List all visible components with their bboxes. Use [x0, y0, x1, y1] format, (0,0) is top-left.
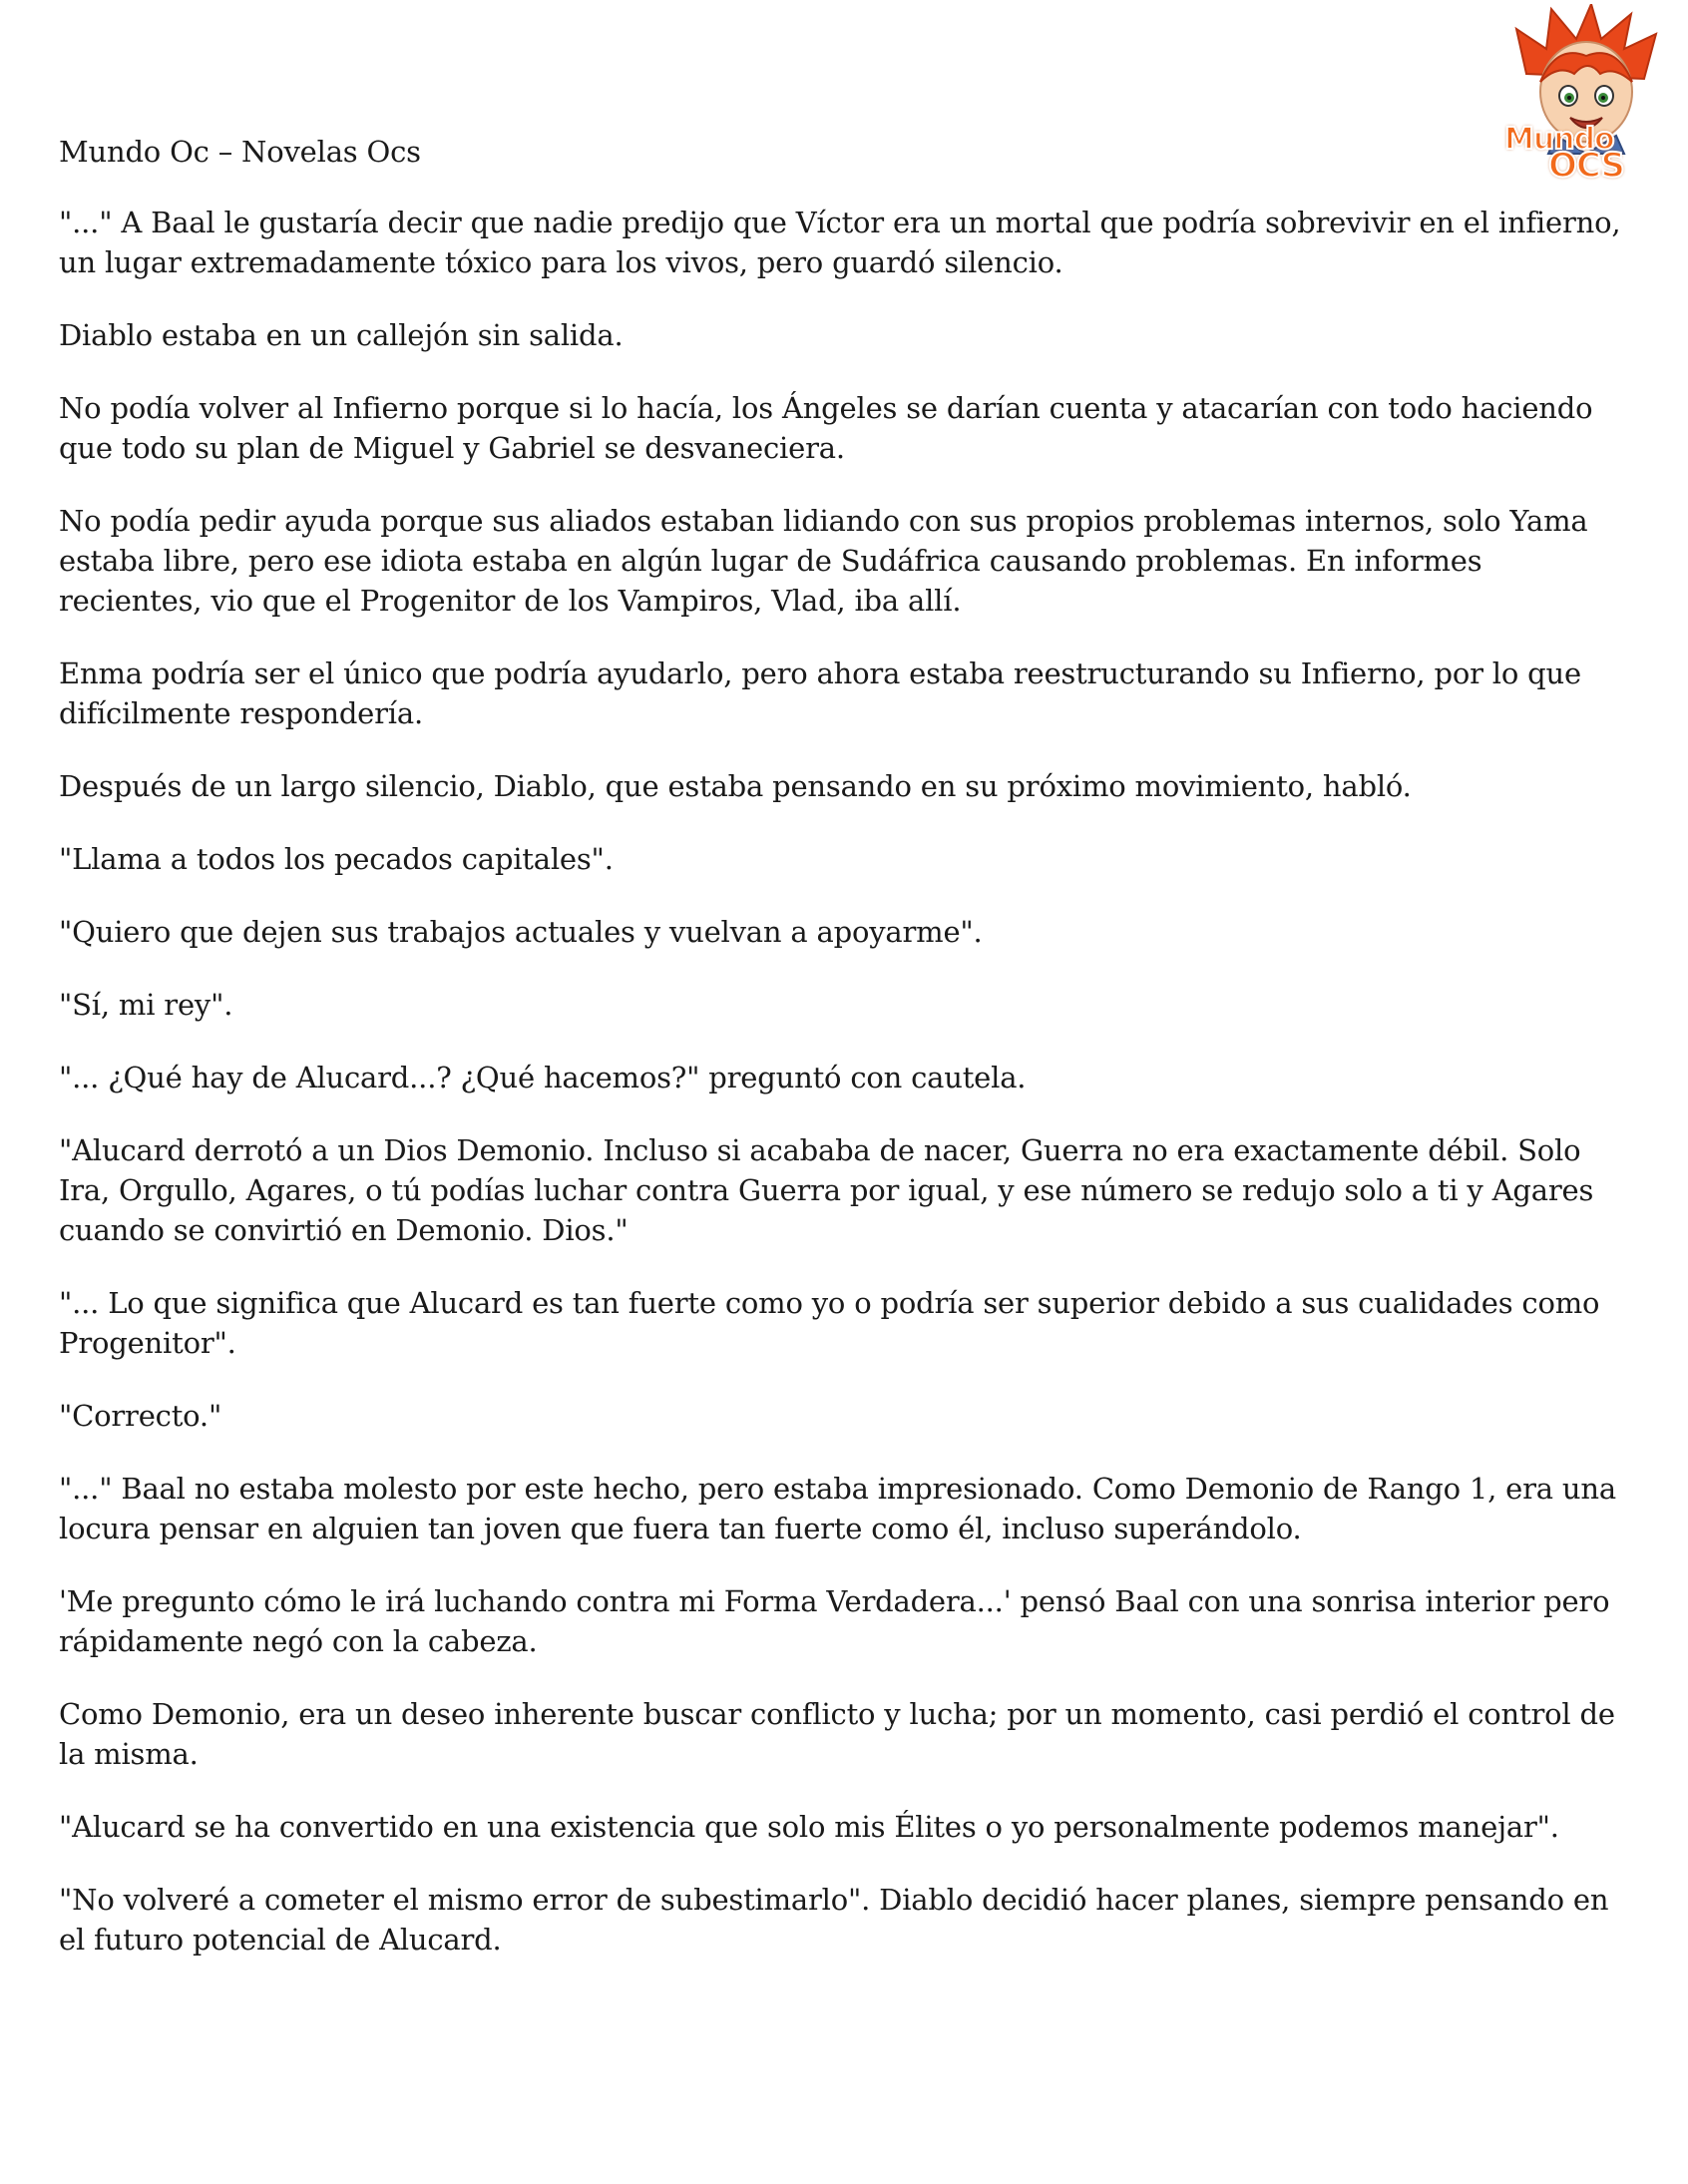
paragraph: Diablo estaba en un callejón sin salida. — [59, 318, 624, 352]
paragraph: "Alucard se ha convertido en una existencia que solo mis Élites o yo personalmente podemos manejar". — [59, 1810, 1559, 1844]
paragraph: "Sí, mi rey". — [59, 988, 233, 1022]
paragraph: "Correcto." — [59, 1399, 222, 1433]
page-header: Mundo Oc – Novelas Ocs — [59, 135, 421, 169]
logo-text-line2: OCS — [1548, 146, 1624, 186]
paragraph: "Llama a todos los pecados capitales". — [59, 842, 614, 876]
paragraph: No podía pedir ayuda porque sus aliados estaban lidiando con sus propios problemas internos, solo Yama estaba libre, pero ese idiota estaba en algún lugar de Sudáfrica causando problemas. En informes recientes, vio que el Progenitor de los Vampiros, Vlad, iba allí. — [59, 504, 1588, 618]
site-logo — [1496, 4, 1676, 189]
paragraph: 'Me pregunto cómo le irá luchando contra mi Forma Verdadera...' pensó Baal con una sonrisa interior pero rápidamente negó con la cabeza. — [59, 1584, 1610, 1658]
paragraph: "Alucard derrotó a un Dios Demonio. Incluso si acababa de nacer, Guerra no era exactamente débil. Solo Ira, Orgullo, Agares, o tú podías luchar contra Guerra por igual, y ese número se redujo solo a ti y Agares cuando se convirtió en Demonio. Dios." — [59, 1133, 1594, 1247]
paragraph: "..." Baal no estaba molesto por este hecho, pero estaba impresionado. Como Demonio de Rango 1, era una locura pensar en alguien tan joven que fuera tan fuerte como él, incluso superándolo. — [59, 1472, 1616, 1545]
paragraph: "Quiero que dejen sus trabajos actuales y vuelvan a apoyarme". — [59, 915, 983, 949]
logo-text-line1: Mundo — [1504, 122, 1614, 157]
paragraph: No podía volver al Infierno porque si lo hacía, los Ángeles se darían cuenta y atacarían con todo haciendo que todo su plan de Miguel y Gabriel se desvaneciera. — [59, 391, 1593, 465]
paragraph: Después de un largo silencio, Diablo, que estaba pensando en su próximo movimiento, habló. — [59, 769, 1412, 803]
paragraph: "No volveré a cometer el mismo error de subestimarlo". Diablo decidió hacer planes, siempre pensando en el futuro potencial de Alucard. — [59, 1883, 1609, 1957]
document-body — [59, 203, 1630, 1992]
paragraph: "..." A Baal le gustaría decir que nadie predijo que Víctor era un mortal que podría sobrevivir en el infierno, un lugar extremadamente tóxico para los vivos, pero guardó silencio. — [59, 206, 1621, 279]
paragraph: "... ¿Qué hay de Alucard...? ¿Qué hacemos?" preguntó con cautela. — [59, 1061, 1027, 1094]
paragraph: Enma podría ser el único que podría ayudarlo, pero ahora estaba reestructurando su Infierno, por lo que difícilmente respondería. — [59, 656, 1581, 730]
paragraph: "... Lo que significa que Alucard es tan fuerte como yo o podría ser superior debido a sus cualidades como Progenitor". — [59, 1286, 1600, 1360]
paragraph: Como Demonio, era un deseo inherente buscar conflicto y lucha; por un momento, casi perdió el control de la misma. — [59, 1697, 1615, 1771]
